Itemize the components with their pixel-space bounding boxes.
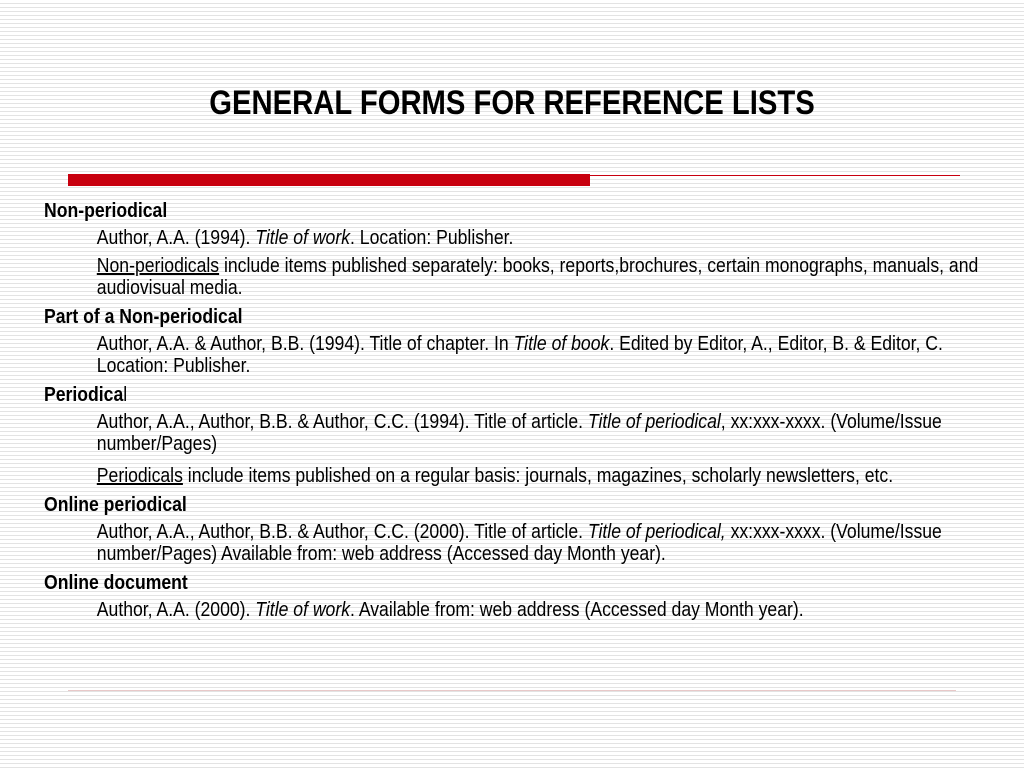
reference-format-online-periodical: [44, 521, 984, 565]
note-term: Non-periodicals: [96, 255, 220, 277]
section-heading-online-document: Online document: [44, 572, 188, 594]
reference-format-non-periodical: [44, 227, 984, 249]
slide-title: GENERAL FORMS FOR REFERENCE LISTS: [209, 84, 815, 122]
format-text-end: xx:xxx-xxxx. (Volume/Issue number/Pages) Available from: web address (Accessed day Month year).: [96, 521, 942, 565]
format-text-end: . Edited by Editor, A., Editor, B. & Editor, C. Location: Publisher.: [96, 333, 943, 377]
format-text: Author, A.A. & Author, B.B. (1994). Title of chapter. In: [96, 333, 514, 355]
reference-format-online-document: [44, 599, 984, 621]
format-text-end: . Available from: web address (Accessed day Month year).: [350, 599, 804, 621]
format-italic: Title of periodical: [587, 411, 721, 433]
reference-format-part-of-non-periodical: [44, 333, 984, 377]
format-italic: Title of periodical,: [587, 521, 726, 543]
format-text: Author, A.A. (2000).: [96, 599, 256, 621]
note-term: Periodicals: [96, 465, 183, 487]
format-italic: Title of work: [255, 599, 351, 621]
section-heading-non-periodical: Non-periodical: [44, 200, 168, 222]
reference-format-periodical: [44, 411, 984, 455]
note-text: include items published on a regular basis: journals, magazines, scholarly newsletters, etc.: [182, 465, 894, 487]
format-text: Author, A.A., Author, B.B. & Author, C.C. (1994). Title of article.: [96, 411, 588, 433]
reference-forms-body: [44, 199, 984, 627]
title-underline-rule: [68, 174, 960, 188]
reference-forms-text: [44, 199, 984, 621]
section-heading-online-periodical: Online periodical: [44, 494, 187, 516]
title-rule-thick-segment: [68, 174, 590, 186]
note-periodicals: [44, 465, 984, 487]
bottom-divider: [68, 690, 956, 691]
format-text: Author, A.A. (1994).: [96, 227, 256, 249]
title-rule-thin-segment: [590, 175, 960, 176]
format-text-end: , xx:xxx-xxxx. (Volume/Issue number/Pages): [96, 411, 942, 455]
format-text: Author, A.A., Author, B.B. & Author, C.C. (2000). Title of article.: [96, 521, 588, 543]
format-text-end: . Location: Publisher.: [350, 227, 514, 249]
heading-text: Periodica: [44, 384, 124, 406]
format-italic: Title of book: [513, 333, 610, 355]
note-text: include items published separately: books, reports,brochures, certain monographs, manuals, and audiovisual media.: [96, 255, 979, 299]
heading-text-tail: l: [123, 384, 128, 406]
note-non-periodicals: [44, 255, 984, 299]
format-italic: Title of work: [255, 227, 351, 249]
section-heading-periodical: [44, 383, 984, 407]
section-heading-part-of-non-periodical: Part of a Non-periodical: [44, 306, 243, 328]
